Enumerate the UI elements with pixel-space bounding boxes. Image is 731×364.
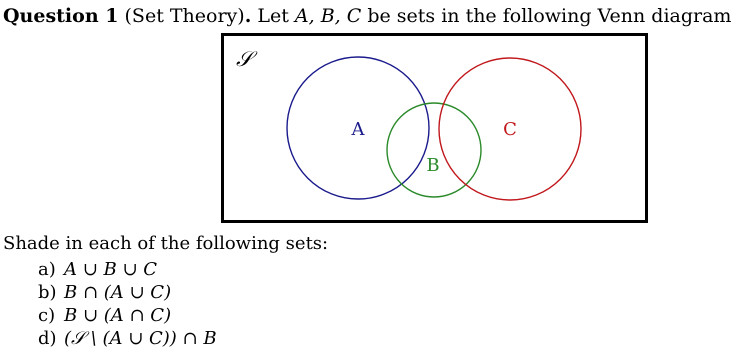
- item-letter: b): [38, 282, 57, 303]
- circle-b: [387, 103, 481, 197]
- circle-b-label: B: [426, 155, 440, 176]
- set-list: [38, 258, 217, 350]
- list-item-b: [38, 281, 217, 304]
- question-heading: [3, 4, 731, 28]
- circle-c-label: C: [503, 119, 517, 140]
- list-item-c: [38, 304, 217, 327]
- circle-c: [439, 58, 581, 200]
- question-period: .: [244, 5, 252, 27]
- item-expression: (𝒮 \ (A ∪ C)) ∩ B: [64, 328, 217, 349]
- question-topic: (Set Theory): [124, 5, 245, 27]
- instruction-text: Shade in each of the following sets:: [3, 233, 329, 254]
- question-sets: A, B, C: [294, 5, 362, 27]
- question-tail: be sets in the following Venn diagram: [367, 5, 731, 27]
- item-expression: B ∪ (A ∩ C): [64, 305, 172, 326]
- item-letter: c): [38, 305, 56, 326]
- item-letter: d): [38, 328, 57, 349]
- universe-label: 𝒮: [236, 47, 253, 71]
- universe-rectangle: [223, 35, 647, 222]
- item-expression: A ∪ B ∪ C: [64, 259, 158, 280]
- circle-a: [287, 57, 429, 199]
- item-expression: B ∩ (A ∪ C): [64, 282, 172, 303]
- question-lead: Let: [257, 5, 289, 27]
- list-item-d: [38, 327, 217, 350]
- circle-a-label: A: [351, 119, 365, 140]
- list-item-a: [38, 258, 217, 281]
- item-letter: a): [38, 259, 56, 280]
- question-label: Question 1: [3, 5, 119, 27]
